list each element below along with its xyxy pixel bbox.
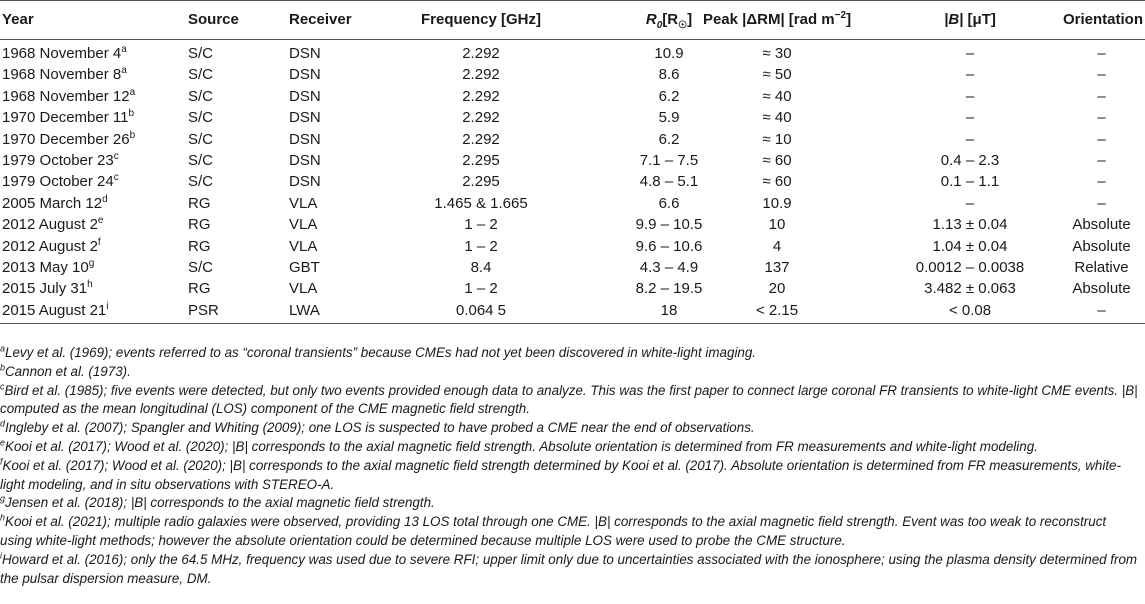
footnote-text: Ingleby et al. (2007); Spangler and Whiting (2009); one LOS is suspected to have probed a CME near the end of observations. [5,420,755,436]
table-row [0,107,1145,128]
header-peak-rm: Peak |ΔRM| [rad $m^{-2}$] [702,10,852,28]
cell-r0: 4.3 – 4.9 [639,258,699,276]
table-row [0,278,1145,299]
cell-orientation: Absolute [1072,216,1131,234]
footnote-mark: b [129,129,136,141]
cell-orientation: Absolute [1072,280,1131,298]
cell-frequency: 0.064 5 [455,301,507,319]
footnote-text: Jensen et al. (2018); |B| corresponds to the axial magnetic field strength. [5,495,435,511]
cell-receiver: VLA [289,194,318,212]
footnote [0,494,1140,513]
cell-receiver: DSN [289,45,321,62]
cell-year: 1970 December 11$^b$ [2,108,135,127]
footnote-text: Cannon et al. (1973). [5,363,131,379]
cell-year: 2015 July 31$^h$ [2,279,93,298]
cell-source: S/C [188,151,214,169]
footnote-text: Howard et al. (2016); only the 64.5 MHz, frequency was used due to severe RFI; upper limit only due to uncertainties associated with the ionosphere; using the plasma density determined from the pulsar dispersion measure, DM. [0,551,1138,586]
footnotes [0,344,1140,588]
table-row [0,86,1145,107]
footnote [0,457,1140,495]
cell-b: 0.1 – 1.1 [940,173,1000,191]
cell-r0: 18 [660,301,678,319]
cell-receiver: DSN [289,109,321,127]
cell-frequency: 8.4 [470,258,492,276]
cell-frequency: 1 – 2 [464,237,498,255]
footnote-mark: e [97,215,104,227]
cell-r0: 6.2 [658,87,680,105]
header-r0: $R_0[R_☉]$ [645,11,693,31]
cell-frequency: 1 – 2 [464,280,498,298]
cell-frequency: 2.292 [462,130,500,148]
cell-frequency: 1 – 2 [464,216,498,234]
cell-source: S/C [188,130,214,148]
footnote-mark: h [87,279,93,291]
cell-frequency: 2.295 [462,173,500,191]
table-row [0,300,1145,321]
footnote-label: b [0,362,6,373]
cell-b: – [965,109,975,127]
footnote-text: Bird et al. (1985); five events were detected, but only two events provided enough data to analyze. This was the first paper to connect large coronal FR transients to white-light CME events. |B| computed as the mean longitudinal (LOS) component of the CME magnetic field strength. [0,382,1138,417]
footnote-label: f [0,456,3,467]
footnote-label: i [0,550,2,561]
cell-year: 1968 November 12$^a$ [2,86,136,105]
footnote-text: Levy et al. (1969); events referred to as “coronal transients” because CMEs had not yet been discovered in white-light imaging. [5,345,757,360]
cell-b: – [965,194,975,212]
cell-b: < 0.08 [948,301,992,319]
footnote-text: Kooi et al. (2017); Wood et al. (2020); |B| corresponds to the axial magnetic field strength. Absolute orientation is determined from FR measurements and white-light modeling. [5,438,1038,454]
footnote [0,419,1140,438]
table-row [0,129,1145,150]
cell-receiver: DSN [289,66,321,84]
cell-year: 1970 December 26$^b$ [2,129,136,148]
cell-year: 2005 March 12$^d$ [2,193,108,212]
table-header [0,0,1145,40]
cell-frequency: 2.292 [462,45,500,62]
cell-peak-rm: ≈ 40 [762,87,792,105]
cell-r0: 8.6 [658,66,680,84]
footnote-mark: b [128,108,135,120]
cell-orientation: – [1097,130,1106,148]
cell-source: S/C [188,45,214,62]
table-row [0,43,1145,64]
cell-source: S/C [188,258,214,276]
cell-peak-rm: 10.9 [762,194,792,212]
table-row [0,257,1145,278]
table-row [0,236,1145,257]
cell-r0: 8.2 – 19.5 [635,280,703,298]
cell-b: – [965,130,975,148]
cell-source: S/C [188,173,214,191]
cell-r0: 7.1 – 7.5 [639,151,699,169]
footnote-mark: c [113,150,119,162]
footnote-label: c [0,381,5,392]
footnote-mark: c [113,172,119,184]
cell-source: S/C [188,87,214,105]
cell-orientation: – [1097,194,1106,212]
footnote [0,382,1140,420]
cell-frequency: 2.292 [462,66,500,84]
table-row [0,150,1145,171]
header-frequency: Frequency [GHz] [420,11,541,28]
cell-receiver: VLA [289,280,318,298]
cell-orientation: – [1097,87,1106,105]
cell-source: PSR [188,301,219,319]
cell-source: S/C [188,66,214,84]
cell-receiver: LWA [289,301,320,319]
cell-year: 2015 August 21$^i$ [2,300,109,319]
cell-r0: 10.9 [654,45,684,62]
footnote-label: d [0,418,6,429]
cell-peak-rm: < 2.15 [755,301,799,319]
footnote [0,513,1140,551]
footnote-text: Kooi et al. (2021); multiple radio galaxies were observed, providing 13 LOS total through one CME. |B| corresponds to the axial magnetic field strength. Event was too weak to reconstruct using white-light methods; however the absolute orientation could be determined because multiple LOS were used to probe the CME structure. [0,514,1107,548]
cell-orientation: – [1097,109,1106,127]
cell-peak-rm: 10 [768,216,786,234]
footnote-mark: a [121,65,127,77]
cell-orientation: – [1097,45,1106,62]
cell-receiver: GBT [289,258,320,276]
cell-peak-rm: ≈ 50 [762,66,792,84]
cell-frequency: 2.292 [462,87,500,105]
cell-source: RG [188,237,211,255]
cell-year: 1968 November 8$^a$ [2,65,127,84]
table-row [0,193,1145,214]
cell-orientation: – [1097,151,1106,169]
cell-b: 1.04 ± 0.04 [932,237,1008,255]
cell-r0: 6.2 [658,130,680,148]
cell-receiver: DSN [289,151,321,169]
table-row [0,214,1145,235]
cell-b: 0.4 – 2.3 [940,151,1000,169]
cell-source: S/C [188,109,214,127]
cell-peak-rm: ≈ 60 [762,151,792,169]
footnote [0,363,1140,382]
table-row [0,64,1145,85]
cell-r0: 9.9 – 10.5 [635,216,703,234]
cell-year: 2012 August 2$^f$ [2,236,101,255]
footnote-mark: f [97,236,101,248]
cell-source: RG [188,194,211,212]
cell-r0: 4.8 – 5.1 [639,173,699,191]
cell-r0: 9.6 – 10.6 [635,237,703,255]
footnote [0,438,1140,457]
cell-b: – [965,66,975,84]
cell-r0: 5.9 [658,109,680,127]
header-receiver: Receiver [289,11,352,28]
footnote-mark: a [129,86,136,98]
footnote-text: Kooi et al. (2017); Wood et al. (2020); |B| corresponds to the axial magnetic field strength determined by Kooi et al. (2017). Absolute orientation is determined from FR measurements, white-light modeling, and in situ observations with STEREO-A. [0,457,1121,492]
cell-peak-rm: 137 [764,258,790,276]
cell-orientation: – [1097,301,1106,319]
cell-year: 2013 May 10$^g$ [2,257,95,276]
cell-frequency: 1.465 & 1.665 [434,194,528,212]
footnote-mark: d [102,193,108,205]
cell-year: 1979 October 24$^c$ [2,172,119,191]
cell-peak-rm: ≈ 30 [762,45,792,62]
footnote-label: h [0,512,6,523]
cell-b: 0.0012 – 0.0038 [915,258,1025,276]
cell-receiver: DSN [289,87,321,105]
cell-orientation: Relative [1074,258,1129,276]
cell-receiver: VLA [289,216,318,234]
cell-peak-rm: 4 [772,237,782,255]
cell-b: – [965,45,975,62]
cell-receiver: DSN [289,173,321,191]
cell-year: 2012 August 2e [2,215,104,234]
table-body [0,40,1145,324]
cell-orientation: – [1097,66,1106,84]
table-row [0,171,1145,192]
cell-b: – [965,87,975,105]
footnote-label: g [0,493,6,504]
cell-peak-rm: ≈ 10 [762,130,792,148]
cell-peak-rm: 20 [768,280,786,298]
footnote-mark: i [106,300,109,312]
cell-peak-rm: ≈ 40 [762,109,792,127]
cell-frequency: 2.292 [462,109,500,127]
header-year: Year [2,11,34,28]
footnote-label: a [0,343,6,354]
header-b: |B| [μT] [944,11,996,28]
footnote [0,344,1140,363]
cell-source: RG [188,280,211,298]
footnote [0,551,1140,589]
cell-receiver: DSN [289,130,321,148]
cell-b: 1.13 ± 0.04 [932,216,1008,234]
cell-year: 1968 November 4$^a$ [2,44,127,62]
cell-year: 1979 October 23$^c$ [2,150,119,169]
cell-b: 3.482 ± 0.063 [924,280,1016,298]
cell-source: RG [188,216,211,234]
footnote-mark: a [121,44,127,55]
cell-frequency: 2.295 [462,151,500,169]
cell-orientation: – [1097,173,1106,191]
cell-r0: 6.6 [658,194,680,212]
header-source: Source [188,11,239,28]
cell-orientation: Absolute [1072,237,1131,255]
cell-peak-rm: ≈ 60 [762,173,792,191]
header-orientation: Orientation [1063,11,1144,28]
footnote-label: e [0,437,6,448]
cell-receiver: VLA [289,237,318,255]
footnote-mark: g [88,257,95,269]
